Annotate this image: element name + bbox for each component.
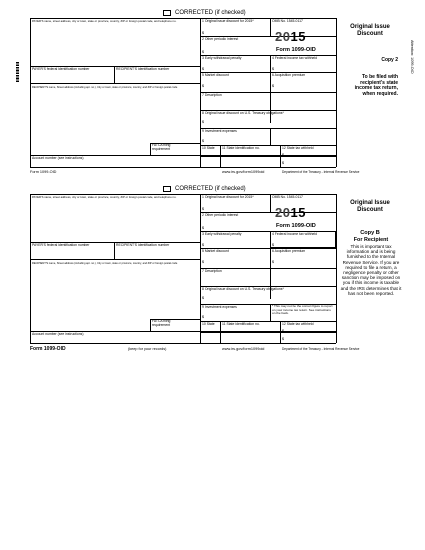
formb-right-border	[336, 194, 337, 343]
formb-left-border	[30, 194, 31, 343]
copyb-footer-form: Form 1099-OID	[30, 346, 66, 352]
box11-label: 11 State identification no.	[222, 146, 260, 150]
box1-label: 1 Original issue discount for 2015*	[202, 19, 254, 23]
tax-year-b: 2015	[275, 205, 306, 220]
recipient-row-divider-b	[30, 259, 200, 260]
box5-label: 5 Market discount	[202, 73, 229, 77]
payer-name-label: PAYER'S name, street address, city or town, state or province, country, ZIP or foreign postal code, and telephone no.	[32, 19, 177, 23]
copyb-sub: For Recipient	[353, 237, 389, 243]
box9-label-b: 9 Investment expenses	[202, 305, 237, 309]
box9-dollar: $	[202, 139, 204, 143]
box4-dollar-b: $	[272, 243, 274, 247]
box6-dollar-b: $	[272, 260, 274, 264]
payer-tin-label: PAYER'S federal identification number	[32, 67, 90, 71]
box4-dollar: $	[272, 67, 274, 71]
left-barcode	[16, 62, 19, 82]
box9-label: 9 Investment expenses	[202, 129, 237, 133]
corrected-label: CORRECTED (if checked)	[175, 10, 246, 16]
box10-label-b: 10 State	[202, 322, 215, 326]
recipient-tin-label: RECIPIENT'S identification number	[116, 67, 170, 71]
omb-number: OMB No. 1545-0117	[272, 19, 303, 23]
copy2-footer-url: www.irs.gov/form1099oid	[222, 170, 265, 174]
box11-label-b: 11 State identification no.	[222, 322, 260, 326]
tin-divider	[114, 66, 115, 83]
box12-dollar-1-b: $	[282, 329, 284, 333]
copyb-footer-keep: (keep for your records)	[128, 347, 167, 351]
fatca-left	[150, 143, 151, 155]
box12-dollar-2-b: $	[282, 337, 284, 341]
box3-dollar-b: $	[202, 243, 204, 247]
box1-dollar: $	[202, 31, 204, 35]
box8-dollar: $	[202, 120, 204, 124]
box1-dollar-b: $	[202, 207, 204, 211]
box6-dollar: $	[272, 84, 274, 88]
fatca-label: FATCA filing requirement	[152, 143, 171, 151]
copy2-label: Copy 2	[381, 57, 398, 63]
copyb-text: This is important tax information and is being furnished to the Internal Revenue Service. If you are required to file a return, a negligence penalty or other sanction may be imposed on you if this income is taxable and the IRS determines that it has not been reported.	[340, 244, 402, 296]
box9-right	[270, 128, 271, 145]
recipient-row-divider	[30, 83, 200, 84]
box2-label-b: 2 Other periodic interest	[202, 213, 239, 217]
copy2-footer-dept: Department of the Treasury - Internal Revenue Service	[282, 170, 360, 174]
corrected-checkbox-b[interactable]	[163, 186, 171, 192]
box3-label-b: 3 Early withdrawal penalty	[202, 232, 242, 236]
box8-dollar-b: $	[202, 296, 204, 300]
copy2-footer-form: Form 1099-OID	[30, 170, 57, 174]
box6-label: 6 Acquisition premium	[272, 73, 306, 77]
corrected-checkbox[interactable]	[163, 10, 171, 16]
copyb-note: * This may not be the correct figure to report on your income tax return. See instructions on the back.	[272, 304, 333, 315]
form-title-b: Original Issue Discount	[350, 200, 390, 213]
box1-label-b: 1 Original issue discount for 2015*	[202, 195, 254, 199]
state-mid-divider-b	[200, 332, 336, 333]
box7-label-b: 7 Description	[202, 269, 222, 273]
box3-label: 3 Early withdrawal penalty	[202, 56, 242, 60]
form-right-border	[336, 18, 337, 167]
right-vertical-text: Attention: 1099-OID	[410, 40, 414, 74]
corrected-label-b: CORRECTED (if checked)	[175, 186, 246, 192]
account-label: Account number (see instructions)	[32, 156, 84, 160]
box5-dollar: $	[202, 84, 204, 88]
fatca-label-b: FATCA filing requirement	[152, 319, 171, 327]
form-name-b: Form 1099-OID	[276, 223, 316, 229]
account-label-b: Account number (see instructions)	[32, 332, 84, 336]
box12-dollar-2: $	[282, 161, 284, 165]
tin-divider-b	[114, 242, 115, 259]
box10-label: 10 State	[202, 146, 215, 150]
form-left-border	[30, 18, 31, 167]
form-bottom-border	[30, 167, 336, 168]
box12-label: 12 State tax withheld	[282, 146, 314, 150]
state-mid-divider	[200, 156, 336, 157]
payer-tin-label-b: PAYER'S federal identification number	[32, 243, 90, 247]
box9-right-b	[270, 304, 271, 321]
copyb-footer-url: www.irs.gov/form1099oid	[222, 347, 265, 351]
box6-label-b: 6 Acquisition premium	[272, 249, 306, 253]
box9-dollar-b: $	[202, 315, 204, 319]
box5-label-b: 5 Market discount	[202, 249, 229, 253]
omb-number-b: OMB No. 1545-0117	[272, 195, 303, 199]
form-title: Original Issue Discount	[350, 24, 390, 37]
box12-dollar-1: $	[282, 153, 284, 157]
payer-name-label-b: PAYER'S name, street address, city or town, state or province, country, ZIP or foreign postal code, and telephone no.	[32, 195, 177, 199]
box4-label: 4 Federal income tax withheld	[272, 56, 318, 60]
box5-dollar-b: $	[202, 260, 204, 264]
box8-label: 8 Original issue discount on U.S. Treasury obligations*	[202, 111, 284, 115]
box4-label-b: 4 Federal income tax withheld	[272, 232, 318, 236]
box2-label: 2 Other periodic interest	[202, 37, 239, 41]
copy2-text: To be filed with recipient's state income tax return, when required.	[354, 74, 398, 97]
formb-omb-left	[270, 194, 271, 212]
fatca-left-b	[150, 319, 151, 331]
box2-dollar: $	[202, 50, 204, 54]
recipient-name-label: RECIPIENT'S name, Street address (including apt. no.), City or town, state or province, country, and ZIP or foreign postal code	[32, 86, 178, 89]
box3-dollar: $	[202, 67, 204, 71]
box2-dollar-b: $	[202, 226, 204, 230]
omb-left-border	[270, 18, 271, 36]
formb-bottom-border	[30, 343, 336, 344]
box7-label: 7 Description	[202, 93, 222, 97]
copyb-label: Copy B	[360, 230, 380, 236]
box12-label-b: 12 State tax withheld	[282, 322, 314, 326]
tax-year: 2015	[275, 29, 306, 44]
form-name: Form 1099-OID	[276, 47, 316, 53]
copyb-footer-dept: Department of the Treasury - Internal Revenue Service	[282, 347, 360, 351]
recipient-tin-label-b: RECIPIENT'S identification number	[116, 243, 170, 247]
box8-label-b: 8 Original issue discount on U.S. Treasury obligations*	[202, 287, 284, 291]
recipient-name-label-b: RECIPIENT'S name, Street address (including apt. no.), City or town, state or province, country, and ZIP or foreign postal code	[32, 262, 178, 265]
